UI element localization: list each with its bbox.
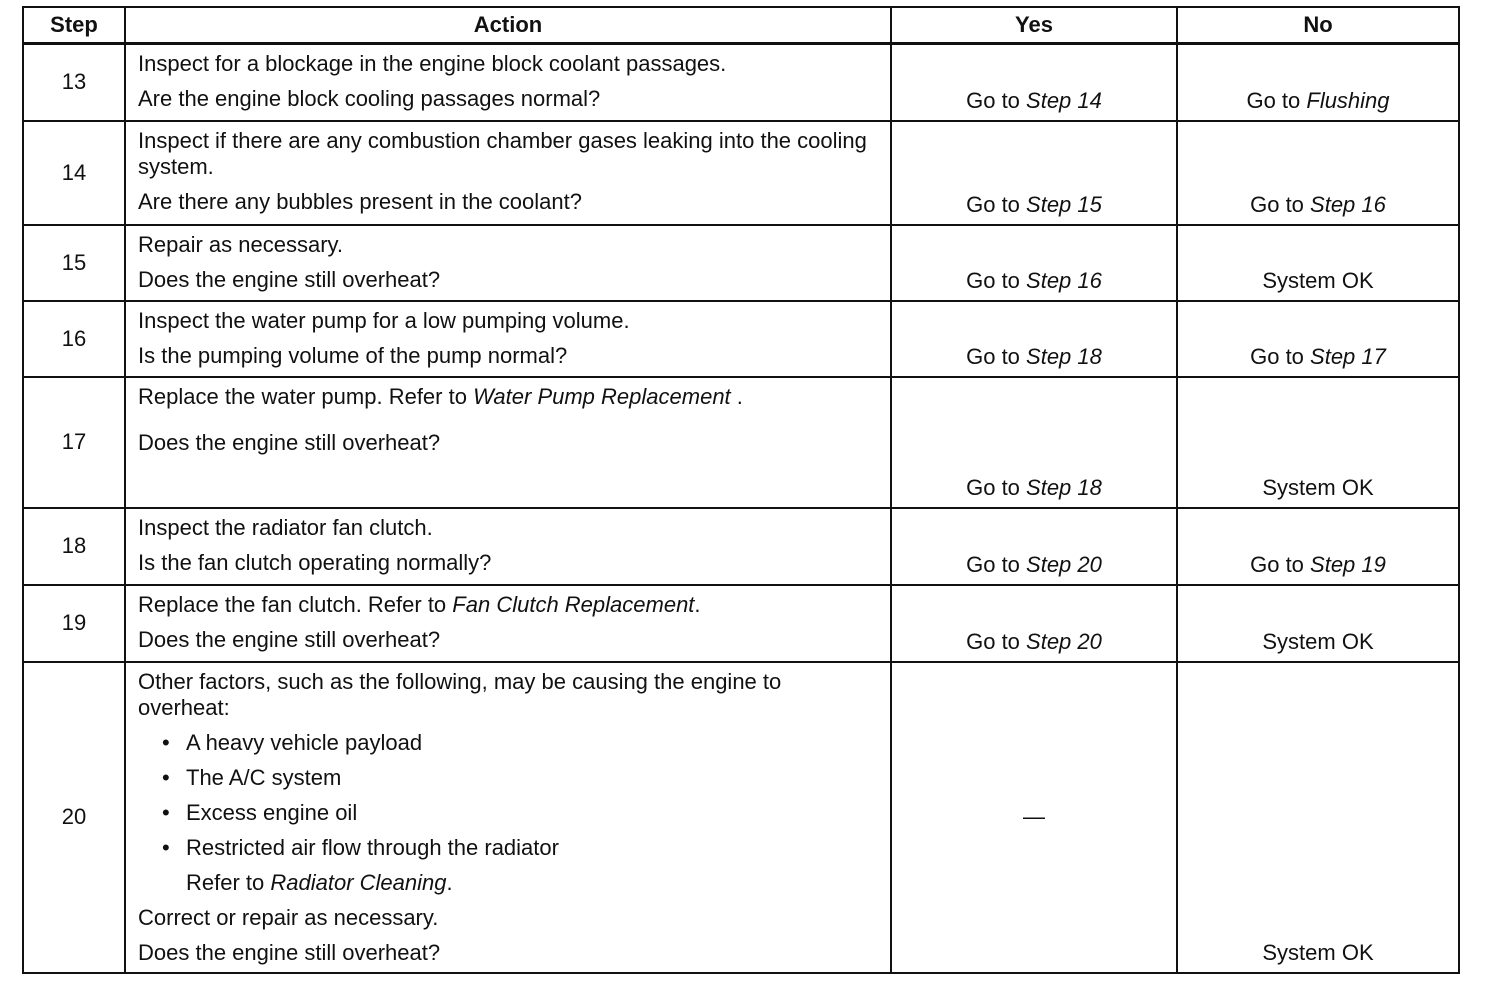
action-instruction: Inspect if there are any combustion chamber gases leaking into the cooling system. (138, 127, 867, 179)
no-step-link[interactable]: Flushing (1306, 87, 1390, 113)
step-number: 18 (23, 508, 125, 585)
no-cell (1177, 44, 1459, 121)
radiator-cleaning-link[interactable]: Radiator Cleaning (270, 869, 447, 895)
action-instruction: Repair as necessary. (138, 231, 344, 257)
action-instruction (138, 384, 878, 410)
header-row (23, 7, 1459, 44)
header-no: No (1177, 7, 1459, 44)
no-cell (1177, 301, 1459, 377)
action-instruction: Inspect the radiator fan clutch. (138, 514, 433, 540)
no-cell: System OK (1177, 377, 1459, 508)
yes-cell: — (891, 662, 1177, 973)
yes-cell (891, 121, 1177, 225)
no-step-link[interactable]: Step 19 (1310, 551, 1386, 577)
yes-prefix: Go to (966, 551, 1027, 577)
yes-cell (891, 585, 1177, 662)
action-instruction: Inspect for a blockage in the engine block coolant passages. (138, 51, 727, 76)
yes-step-link[interactable]: Step 14 (1026, 87, 1102, 113)
step-row-13 (23, 44, 1459, 121)
refer-note (138, 870, 878, 896)
no-step-link[interactable]: Step 16 (1310, 191, 1386, 217)
action-question: Is the fan clutch operating normally? (138, 549, 492, 575)
action-question: Does the engine still overheat? (138, 939, 441, 965)
step-row-16 (23, 301, 1459, 377)
no-cell: System OK (1177, 585, 1459, 662)
action-instruction (138, 592, 878, 618)
no-cell (1177, 508, 1459, 585)
step-number: 20 (23, 662, 125, 973)
action-cell (125, 508, 891, 585)
action-instruction-suffix: . (694, 591, 701, 617)
step-row-19 (23, 585, 1459, 662)
yes-prefix: Go to (966, 87, 1027, 113)
yes-prefix: Go to (966, 343, 1027, 369)
step-number: 13 (23, 44, 125, 121)
step-row-14 (23, 121, 1459, 225)
yes-cell (891, 377, 1177, 508)
action-cell (125, 377, 891, 508)
step-number: 14 (23, 121, 125, 225)
no-cell: System OK (1177, 225, 1459, 301)
refer-suffix: . (446, 869, 453, 895)
action-question: Does the engine still overheat? (138, 429, 441, 455)
action-cell (125, 44, 891, 121)
action-cell (125, 225, 891, 301)
action-question: Does the engine still overheat? (138, 626, 441, 652)
step-number: 19 (23, 585, 125, 662)
yes-prefix: Go to (966, 474, 1027, 500)
action-question: Is the pumping volume of the pump normal? (138, 342, 568, 368)
no-prefix: Go to (1250, 343, 1311, 369)
action-instruction-text: Replace the water pump. Refer to (138, 383, 474, 409)
water-pump-replacement-link[interactable]: Water Pump Replacement (473, 383, 731, 409)
list-item: • A heavy vehicle payload (162, 730, 878, 756)
yes-step-link[interactable]: Step 18 (1026, 474, 1102, 500)
yes-prefix: Go to (966, 191, 1027, 217)
step-row-18 (23, 508, 1459, 585)
action-instruction-suffix: . (730, 383, 743, 409)
list-item: • Restricted air flow through the radiator (162, 835, 878, 861)
step-number: 15 (23, 225, 125, 301)
no-cell (1177, 121, 1459, 225)
header-step: Step (23, 7, 125, 44)
yes-step-link[interactable]: Step 20 (1026, 551, 1102, 577)
refer-prefix: Refer to (186, 869, 271, 895)
action-cell (125, 662, 891, 973)
step-row-20 (23, 662, 1459, 973)
fan-clutch-replacement-link[interactable]: Fan Clutch Replacement (452, 591, 695, 617)
action-cell (125, 301, 891, 377)
yes-step-link[interactable]: Step 20 (1026, 628, 1102, 654)
action-intro: Other factors, such as the following, may be causing the engine to overheat: (138, 668, 782, 720)
action-instruction: Inspect the water pump for a low pumping volume. (138, 307, 630, 333)
yes-cell (891, 301, 1177, 377)
action-cell (125, 585, 891, 662)
yes-step-link[interactable]: Step 18 (1026, 343, 1102, 369)
yes-step-link[interactable]: Step 15 (1026, 191, 1102, 217)
step-number: 16 (23, 301, 125, 377)
action-question: Are there any bubbles present in the coolant? (138, 188, 582, 214)
no-prefix: Go to (1246, 87, 1307, 113)
factor-list (138, 730, 878, 861)
action-instruction-text: Replace the fan clutch. Refer to (138, 591, 453, 617)
yes-cell (891, 44, 1177, 121)
no-cell: System OK (1177, 662, 1459, 973)
action-question: Does the engine still overheat? (138, 266, 441, 292)
header-action: Action (125, 7, 891, 44)
no-prefix: Go to (1250, 551, 1311, 577)
list-item: • The A/C system (162, 765, 878, 791)
step-row-15 (23, 225, 1459, 301)
no-prefix: Go to (1250, 191, 1311, 217)
yes-step-link[interactable]: Step 16 (1026, 267, 1102, 293)
diagnostic-table (22, 6, 1460, 974)
header-yes: Yes (891, 7, 1177, 44)
action-cell (125, 121, 891, 225)
step-number: 17 (23, 377, 125, 508)
list-item: • Excess engine oil (162, 800, 878, 826)
action-correct: Correct or repair as necessary. (138, 904, 439, 930)
yes-cell (891, 508, 1177, 585)
step-row-17 (23, 377, 1459, 508)
yes-prefix: Go to (966, 267, 1027, 293)
no-step-link[interactable]: Step 17 (1310, 343, 1386, 369)
yes-prefix: Go to (966, 628, 1027, 654)
action-question: Are the engine block cooling passages normal? (138, 86, 601, 111)
yes-cell (891, 225, 1177, 301)
